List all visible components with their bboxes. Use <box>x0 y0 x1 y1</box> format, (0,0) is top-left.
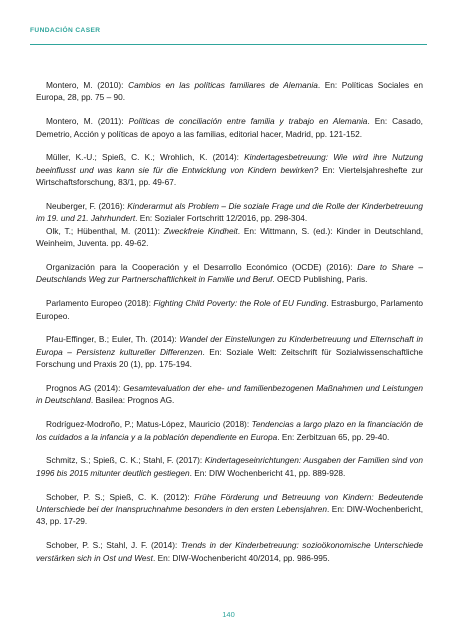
reference-source: . En: DIW-Wochenbericht 40/2014, pp. 986-995. <box>152 552 330 563</box>
reference-authors: Organización para la Cooperación y el Desarrollo Económico (OCDE) (2016): <box>46 262 358 273</box>
reference-title: Trends in der Kinderbetreuung: sozioökonomische Unterschiede verstärken sich in Ost und West <box>36 540 423 563</box>
reference-source: . Estrasburgo, Parlamento Europeo. <box>36 298 423 321</box>
reference-item <box>36 225 423 250</box>
reference-title: Políticas de conciliación entre familia y trabajo en Alemania <box>128 116 368 127</box>
reference-item <box>36 200 423 225</box>
reference-source: En: Viertelsjahreshefte zur Wirtschaftsforschung, 83/1, pp. 49-67. <box>36 164 424 188</box>
running-header: FUNDACIÓN CASER <box>30 27 101 34</box>
reference-source: . En: Zerbitzuan 65, pp. 29-40. <box>277 431 390 442</box>
reference-title: Zweckfreie Kindheit <box>163 225 238 236</box>
reference-source: . En: Sozialer Fortschritt 12/2016, pp. 298-304. <box>135 213 308 224</box>
header-divider <box>30 44 427 45</box>
reference-authors: Rodríguez-Modroño, P.; Matus-López, Mauricio (2018): <box>46 419 252 430</box>
reference-authors: Schober, P. S.; Stahl, J. F. (2014): <box>46 540 181 551</box>
reference-title: Tendencias a largo plazo en la financiación de los cuidados a la infancia y a la población dependiente en Europa <box>36 419 423 442</box>
reference-authors: Olk, T.; Hübenthal, M. (2011): <box>46 225 164 236</box>
reference-source: . En: Políticas Sociales en Europa, 28, pp. 75 – 90. <box>36 80 423 103</box>
reference-source: . En: Wittmann, S. (ed.): Kinder in Deutschland, Weinheim, Juventa. pp. 49-62. <box>36 225 424 249</box>
reference-source: . OECD Publishing, Paris. <box>272 274 368 285</box>
reference-item <box>36 539 423 564</box>
reference-authors: Montero, M. (2011): <box>46 116 129 127</box>
reference-item <box>36 454 423 479</box>
reference-item <box>36 261 423 286</box>
reference-source: . Basilea: Prognos AG. <box>90 395 175 406</box>
reference-title: Wandel der Einstellungen zu Kinderbetreuung und Elternschaft in Europa – Persistenz kultureller Differenzen <box>36 334 423 357</box>
reference-source: . En: Casado, Demetrio, Acción y políticas de apoyo a las familias, editorial hacer, Madrid, pp. 121-152. <box>36 116 423 139</box>
reference-source: . En: DIW Wochenbericht 41, pp. 889-928. <box>189 467 346 478</box>
reference-item <box>36 382 423 407</box>
reference-item <box>36 491 423 528</box>
reference-title: Gesamtevaluation der ehe- und familienbezogenen Maßnahmen und Leistungen in Deutschland <box>36 383 424 406</box>
reference-title: Kindertagesbetreuung: Wie wird ihre Nutzung beeinflusst und was kann sie für die Entwicklung von Kindern bewirken? <box>36 152 423 175</box>
reference-authors: Schober, P. S.; Spieß, C. K. (2012): <box>46 491 195 502</box>
page-number: 140 <box>222 610 235 619</box>
reference-authors: Neuberger, F. (2016): <box>46 201 128 212</box>
reference-title: Fighting Child Poverty: the Role of EU Funding <box>153 298 327 309</box>
reference-title: Frühe Förderung und Betreuung von Kindern: Bedeutende Unterschiede bei der Inanspruchnahme besonders in den ersten Lebensjahren <box>36 491 424 515</box>
reference-authors: Montero, M. (2010): <box>46 80 129 90</box>
reference-authors: Müller, K.-U.; Spieß, C. K.; Wrohlich, K. (2014): <box>46 152 245 163</box>
reference-item <box>36 115 423 140</box>
reference-title: Kindertageseinrichtungen: Ausgaben der Familien sind von 1996 bis 2015 mitunter deutlich gestiegen <box>36 455 423 478</box>
reference-title: Dare to Share – Deutschlands Weg zur Partnerschaftlichkeit in Familie und Beruf <box>36 262 423 285</box>
reference-item <box>36 333 423 370</box>
reference-title: Kinderarmut als Problem – Die soziale Frage und die Rolle der Kinderbetreuung im 19. und 21. Jahrhundert <box>36 201 423 224</box>
reference-authors: Parlamento Europeo (2018): <box>46 298 154 309</box>
reference-item <box>36 418 423 443</box>
reference-item <box>36 297 423 322</box>
reference-authors: Schmitz, S.; Spieß, C. K.; Stahl, F. (2017): <box>46 455 205 466</box>
reference-source: . En: DIW-Wochenbericht, 43, pp. 17-29. <box>36 504 423 527</box>
reference-title: Cambios en las políticas familiares de Alemania <box>128 80 318 90</box>
reference-authors: Prognos AG (2014): <box>46 383 124 394</box>
reference-item <box>36 151 423 188</box>
reference-source: . En: Soziale Welt: Zeitschrift für Sozialwissenschaftliche Forschung und Praxis 20 (1), pp. 175-194. <box>36 346 424 370</box>
reference-authors: Pfau-Effinger, B.; Euler, Th. (2014): <box>46 334 180 345</box>
reference-list <box>36 79 423 575</box>
reference-item <box>36 79 423 104</box>
